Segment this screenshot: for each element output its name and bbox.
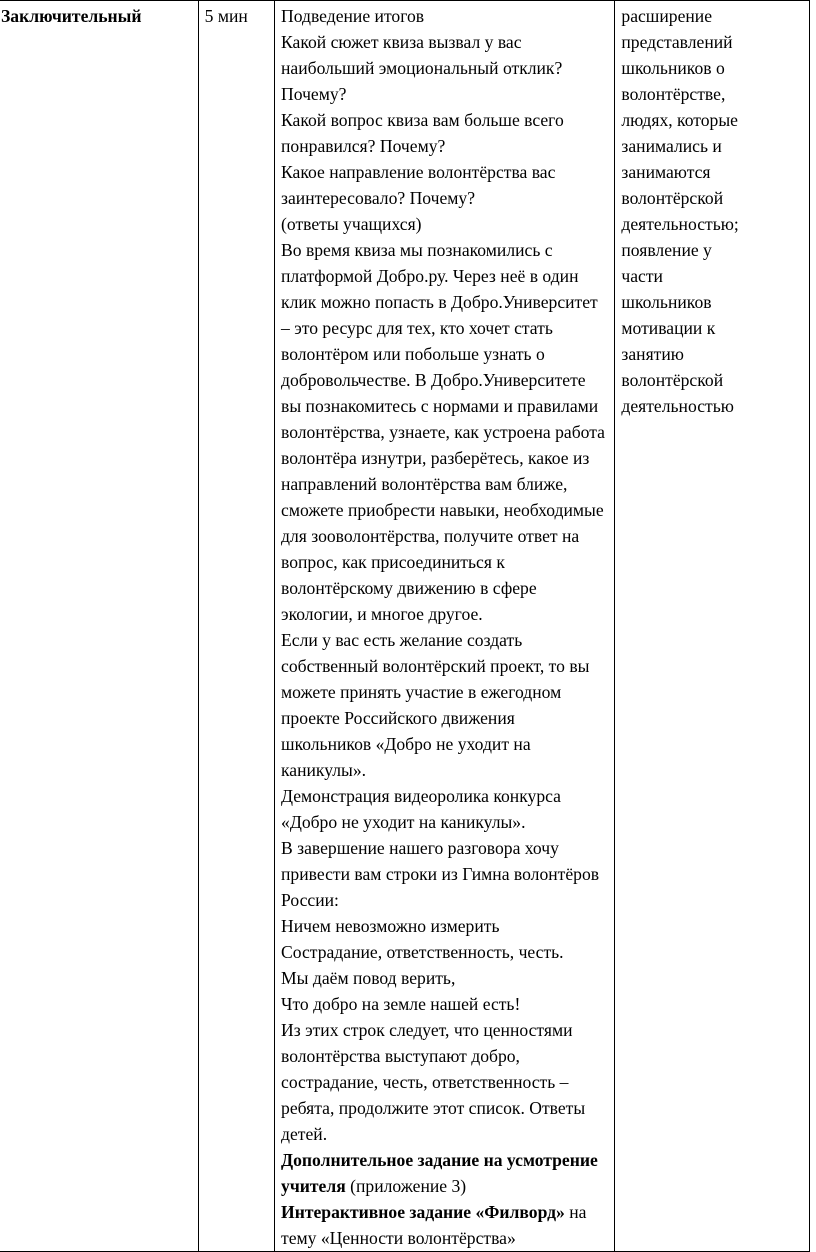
paragraph-extra-task <box>281 1147 608 1199</box>
poem-line: Что добро на земле нашей есть! <box>281 994 521 1014</box>
paragraph-student-answers: (ответы учащихся) <box>281 214 422 234</box>
paragraph-question-favorite: Какой вопрос квиза вам больше всего понравился? Почему? <box>281 110 564 156</box>
results-line: расширение <box>621 6 713 26</box>
results-line: людях, которые <box>621 110 738 130</box>
paragraph-anthem-intro: В завершение нашего разговора хочу привести вам строки из Гимна волонтёров России: <box>281 838 600 910</box>
paragraph-dobro-platform: Во время квиза мы познакомились с платформой Добро.ру. Через неё в один клик можно попасть в Добро.Университет – это ресурс для тех, кто хочет стать волонтёром или побольше узнать о добровольчестве. В Добро.Университете вы познакомитесь с нормами и правилами волонтёрства, узнаете, как устроена работа волонтёра изнутри, разберётесь, какое из направлений волонтёрства вам ближе, сможете приобрести навыки, необходимые для зооволонтёрства, получите ответ на вопрос, как присоединиться к волонтёрскому движению в сфере экологии, и многое другое. <box>281 240 605 624</box>
paragraph-own-project: Если у вас есть желание создать собственный волонтёрский проект, то вы можете принять участие в ежегодном проекте Российского движения школьников «Добро не уходит на каникулы». <box>281 630 590 780</box>
results-line: школьников <box>621 292 712 312</box>
results-line: занимались и <box>621 136 722 156</box>
paragraph-question-plot: Какой сюжет квиза вызвал у вас наибольший эмоциональный отклик? Почему? <box>281 32 563 104</box>
extra-task-label: Дополнительное задание на усмотрение учителя <box>281 1150 598 1196</box>
interactive-task-label: Интерактивное задание «Филворд» <box>281 1202 565 1222</box>
paragraph-video-demo: Демонстрация видеоролика конкурса «Добро не уходит на каникулы». <box>281 786 561 832</box>
results-line: деятельностью <box>621 396 734 416</box>
results-line: мотивации к <box>621 318 716 338</box>
results-line: волонтёрстве, <box>621 84 726 104</box>
poem-line: Ничем невозможно измерить <box>281 916 500 936</box>
results-line: волонтёрской <box>621 188 724 208</box>
results-line: школьников о <box>621 58 725 78</box>
results-line: занятию <box>621 344 684 364</box>
table-row <box>0 1 810 1252</box>
results-line: деятельностью; <box>621 214 739 234</box>
paragraph-question-direction: Какое направление волонтёрства вас заинтересовало? Почему? <box>281 162 556 208</box>
stage-cell: Заключительный <box>0 1 198 1252</box>
poem-line: Мы даём повод верить, <box>281 968 456 988</box>
results-line: представлений <box>621 32 733 52</box>
results-line: занимаются <box>621 162 711 182</box>
paragraph-summary-heading: Подведение итогов <box>281 6 425 26</box>
paragraph-values-closing: Из этих строк следует, что ценностями волонтёрства выступают добро, сострадание, честь, ответственность – ребята, продолжите этот список. Ответы детей. <box>281 1020 586 1144</box>
results-cell <box>615 1 810 1252</box>
paragraph-interactive-task <box>281 1199 608 1251</box>
extra-task-note: (приложение 3) <box>345 1176 467 1196</box>
results-line: волонтёрской <box>621 370 724 390</box>
interactive-task-topic: на тему «Ценности волонтёрства» <box>281 1202 587 1248</box>
results-line: появление у <box>621 240 712 260</box>
content-cell <box>275 1 615 1252</box>
time-cell: 5 мин <box>198 1 274 1252</box>
poem-line: Сострадание, ответственность, честь. <box>281 942 564 962</box>
results-line: части <box>621 266 663 286</box>
